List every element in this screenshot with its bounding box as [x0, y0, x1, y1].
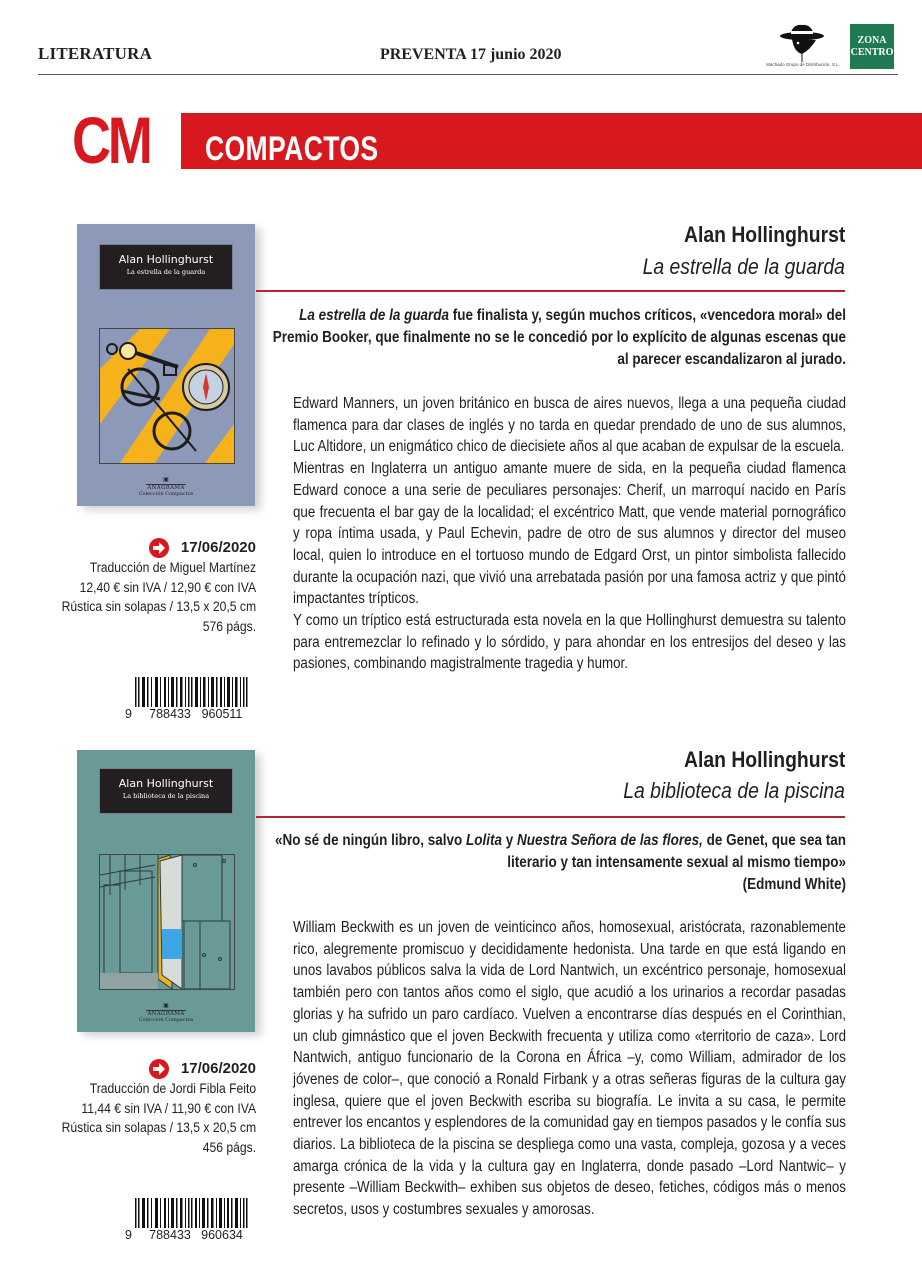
isbn-barcode [125, 1198, 255, 1240]
publisher-logo-icon: ▣ [163, 476, 169, 483]
format: Rústica sin solapas / 13,5 x 20,5 cm [61, 599, 256, 614]
book-title: La estrella de la guarda [642, 254, 845, 279]
blurb-text: de Genet, que sea tan literario y tan intensamente sexual al mismo tiempo» [507, 832, 846, 871]
isbn-group1: 788433 [149, 707, 191, 721]
book-author: Alan Hollinghurst [683, 222, 845, 247]
price: 12,40 € sin IVA / 12,90 € con IVA [79, 579, 256, 595]
blurb-italic-title: Lolita [466, 832, 502, 849]
collection-title: COMPACTOS [205, 130, 379, 168]
format: Rústica sin solapas / 13,5 x 20,5 cm [61, 1120, 256, 1135]
collection-mark: CM [72, 103, 150, 177]
synopsis-paragraph: Y como un tríptico está estructurada esta novela en la que Hollinghurst demuestra su talento para entremezclar lo refinado y lo sórdido, y para ahondar en los entresijos del deseo y las pasiones, combinando magistralmente tragedia y humor. [293, 612, 846, 673]
cover-illustration [99, 328, 235, 464]
cover-title-box [99, 768, 233, 814]
arrow-right-circle-icon [149, 538, 169, 558]
price: 11,44 € sin IVA / 11,90 € con IVA [81, 1100, 257, 1116]
release-date: 17/06/2020 [180, 1060, 256, 1078]
book-cover [77, 750, 255, 1032]
book-synopsis [293, 393, 846, 675]
title-divider [256, 290, 845, 292]
isbn-group2: 960634 [201, 1228, 243, 1242]
blurb-text: fue finalista y, según muchos críticos, «vencedora moral» del Premio Booker, que finalmente no se le concedió por lo explícito de algunas escenas que al parecer escandalizaron al jurado. [272, 307, 846, 368]
book-blurb [272, 305, 846, 371]
cover-author: Alan Hollinghurst [118, 253, 214, 266]
presale-date: PREVENTA 17 junio 2020 [380, 46, 562, 63]
isbn-group2: 960511 [201, 707, 243, 721]
isbn-prefix: 9 [125, 1228, 132, 1242]
isbn-barcode [125, 677, 255, 719]
zona-logo-line2: CENTRO [850, 46, 894, 58]
key-glasses-compass-illustration [100, 329, 234, 463]
isbn-digits [125, 1228, 255, 1242]
cover-publisher [77, 476, 255, 497]
cover-author: Alan Hollinghurst [118, 777, 214, 790]
publisher-collection: Colección Compactos [138, 491, 194, 497]
distributor-caption: Machado Grupo de Distribución, S.L. [766, 62, 840, 67]
changing-room-illustration [100, 855, 234, 989]
page-count: 576 págs. [202, 618, 256, 634]
blurb-italic-title: Nuestra Señora de las flores, [516, 832, 703, 849]
cover-title: La estrella de la guarda [126, 268, 206, 276]
blurb-text: y [501, 832, 517, 849]
release-date-row [40, 538, 256, 558]
blurb-italic-title: La estrella de la guarda [299, 307, 450, 324]
book-author: Alan Hollinghurst [683, 747, 845, 772]
cover-illustration [99, 854, 235, 990]
page-count: 456 págs. [202, 1139, 256, 1155]
collection-banner [181, 113, 922, 169]
publisher-name: ANAGRAMA [147, 1011, 185, 1017]
publisher-logo-icon: ▣ [163, 1002, 169, 1009]
cover-title: La biblioteca de la piscina [122, 792, 210, 800]
isbn-group1: 788433 [149, 1228, 191, 1242]
release-date: 17/06/2020 [180, 539, 256, 557]
title-divider [256, 816, 845, 818]
translation: Traducción de Jordi Fibla Feito [89, 1081, 257, 1096]
synopsis-paragraph: Mientras en Inglaterra un antiguo amante muere de sida, en la pequeña ciudad flamenca Edward conoce a una serie de peculiares personajes: Cherif, un marroquí nacido en París que frecuenta el bar gay de la localidad; el excéntrico Matt, que vende material pornográfico y ropa íntima usada, y Paul Echevin, padre de otro de sus alumnos y director del museo local, quien lo introduce en el tortuoso mundo de Edgard Orst, un pintor simbolista fallecido durante la ocupación nazi, que vivió una arrebatada pasión por una famosa actriz y que pintó impactantes trípticos. [293, 460, 846, 608]
header-divider [38, 74, 898, 75]
book-synopsis [293, 917, 846, 1221]
arrow-right-circle-icon [149, 1059, 169, 1079]
book-title: La biblioteca de la piscina [623, 778, 845, 803]
zona-logo-line1: ZONA [857, 34, 887, 46]
isbn-digits [125, 707, 255, 721]
blurb-text: «No sé de ningún libro, salvo [274, 832, 467, 849]
cover-publisher [77, 1002, 255, 1023]
book-meta [40, 538, 256, 636]
blurb-attribution: (Edmund White) [742, 876, 846, 893]
book-cover [77, 224, 255, 506]
book-blurb [272, 830, 846, 896]
hat-man-icon [772, 22, 832, 64]
zona-centro-logo [850, 24, 894, 69]
publisher-name: ANAGRAMA [147, 485, 185, 491]
publisher-collection: Colección Compactos [138, 1017, 194, 1023]
translation: Traducción de Miguel Martínez [89, 560, 257, 575]
synopsis-paragraph: William Beckwith es un joven de veinticinco años, homosexual, aristócrata, razonablemente rico, alegremente promiscuo y decididamente hedonista. Una tarde en que está ligando en unos lavabos públicos salva la vida de Lord Nantwich, un excéntrico personaje, homosexual también pero con tantos años como el siglo, que acudió a los urinarios a recordar pasadas glorias y ha sufrido un paro cardíaco. Vuelven a encontrarse días después en el Corinthian, un club gimnástico que el joven Beckwith frecuenta y utiliza como «territorio de caza». Lord Nantwich, antiguo funcionario de la Corona en África –y, como William, admirador de los jóvenes de color–, que conoció a Ronald Firbank y a otras señeras figuras de la cultura gay inglesa, quiere que el joven Beckwith escriba su biografía. Le invita a su casa, le permite entrever los encantos y esplendores de la comunidad gay en tiempos pasados y le confía sus diarios. La biblioteca de la piscina se despliega como una vasta, compleja, gozosa y a veces amarga crónica de la vida y la cultura gay en Inglaterra, donde pasado –Lord Nantwic– y presente –William Beckwith– exhiben sus objetos de deseo, fetiches, códigos más o menos secretos, usos y costumbres sexuales y amorosas. [293, 919, 846, 1219]
section-label: LITERATURA [38, 44, 153, 63]
synopsis-paragraph: Edward Manners, un joven británico en busca de aires nuevos, llega a una pequeña ciudad flamenca para dar clases de inglés y no tarda en quedar prendado de uno de sus alumnos, Luc Altidore, un enigmático chico de diecisiete años al que acaban de expulsar de la escuela. [293, 395, 846, 456]
release-date-row [40, 1059, 256, 1079]
isbn-prefix: 9 [125, 707, 132, 721]
book-meta [40, 1059, 256, 1157]
cover-title-box [99, 244, 233, 290]
